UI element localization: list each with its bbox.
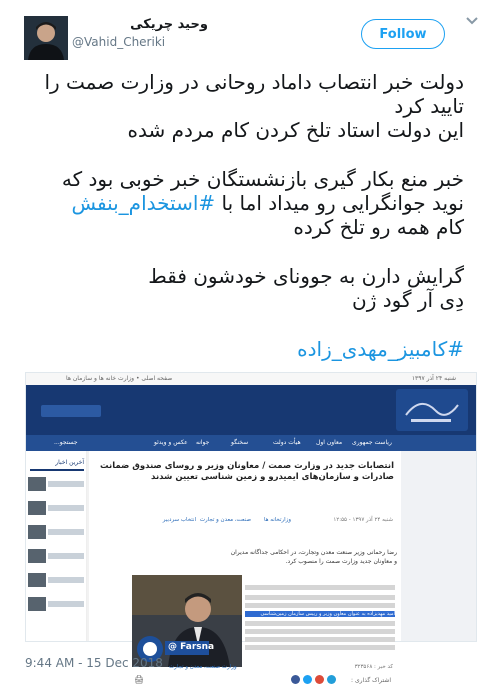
news-code: کد خبر : ۳۲۳۵۶۸ bbox=[354, 664, 393, 670]
article-body-line bbox=[245, 629, 395, 634]
tweet-line: گرایش دارن به جووناى خودشون فقط bbox=[148, 264, 464, 288]
display-name[interactable]: وحید چریکی bbox=[130, 17, 208, 32]
site-search[interactable]: جستجو... bbox=[54, 439, 78, 446]
news-snippet[interactable] bbox=[48, 601, 84, 607]
article-body-line bbox=[245, 595, 395, 600]
tweet-line bbox=[18, 191, 464, 215]
tweet-line: دِی آر گود ژن bbox=[352, 288, 464, 312]
article-body-line bbox=[245, 585, 395, 590]
article-body-line bbox=[245, 645, 395, 650]
site-nav bbox=[26, 435, 476, 451]
tweet-line: دولت خبر انتصاب داماد روحانی در وزارت صمت را bbox=[44, 70, 464, 94]
tweet-line: خبر منع بکار گیری بازنشستگان خبر خوبی بود که bbox=[61, 167, 464, 191]
article-tag[interactable]: انتخاب سردبیر bbox=[162, 517, 196, 523]
nav-item[interactable]: جوانه bbox=[196, 439, 210, 446]
nav-item[interactable]: سخنگو bbox=[231, 439, 249, 446]
photo-watermark: @ Farsna bbox=[168, 642, 215, 652]
sidebar-title: آخرین اخبار bbox=[30, 459, 84, 471]
news-thumb[interactable] bbox=[28, 549, 46, 563]
hashtag-text[interactable]: #کامبیز_مهدی_زاده bbox=[297, 337, 464, 361]
twitter-icon[interactable] bbox=[303, 675, 312, 684]
nav-item[interactable]: ریاست جمهوری bbox=[352, 439, 392, 446]
article-body-line bbox=[245, 621, 395, 626]
article-tag[interactable]: وزارتخانه ها bbox=[263, 517, 291, 523]
article-date: شنبه ۲۴ آذر ۱۳۹۷ - ۱۲:۵۵ bbox=[333, 517, 393, 523]
news-snippet[interactable] bbox=[48, 553, 84, 559]
news-snippet[interactable] bbox=[48, 505, 84, 511]
hashtag-link[interactable]: #استخدام_بنفش bbox=[71, 191, 216, 215]
article-title: انتصابات جدید در وزارت صمت / معاونان وزیر و روسای صندوق ضمانت صادرات و سازمان‌های ایمیدرو و زمین شناسی تعیین شدند bbox=[100, 461, 394, 482]
news-snippet[interactable] bbox=[48, 529, 84, 535]
google-plus-icon[interactable] bbox=[315, 675, 324, 684]
topbar-date: شنبه ۲۴ آذر ۱۳۹۷ bbox=[411, 375, 456, 382]
news-thumb[interactable] bbox=[28, 477, 46, 491]
article-body-line bbox=[245, 637, 395, 642]
article-body-line bbox=[245, 603, 395, 608]
hashtag-link[interactable] bbox=[18, 337, 464, 361]
header-banner bbox=[26, 385, 476, 435]
latest-news-sidebar bbox=[26, 451, 87, 641]
article-lead: رضا رحمانی وزیر صنعت معدن وتجارت، در احکامی جداگانه مدیران و معاونان جدید وزارت صمت را منصوب کرد. bbox=[230, 549, 397, 565]
nav-item[interactable]: هیأت دولت bbox=[273, 439, 301, 446]
news-thumb[interactable] bbox=[28, 501, 46, 515]
follow-button[interactable]: Follow bbox=[361, 19, 445, 49]
avatar[interactable] bbox=[24, 16, 68, 60]
article-photo bbox=[132, 575, 242, 667]
nav-item[interactable]: معاون اول bbox=[316, 439, 343, 446]
print-icon[interactable]: 🖨 bbox=[134, 675, 145, 684]
news-thumb[interactable] bbox=[28, 525, 46, 539]
facebook-icon[interactable] bbox=[291, 675, 300, 684]
tweet-line: این دولت استاد تلخ کردن کام مردم شده bbox=[127, 118, 464, 142]
article-tag[interactable]: صنعت، معدن و تجارت bbox=[199, 517, 251, 523]
news-snippet[interactable] bbox=[48, 481, 84, 487]
right-panel bbox=[401, 451, 476, 641]
share-label: اشتراک گذاری : bbox=[351, 677, 391, 684]
telegram-icon[interactable] bbox=[327, 675, 336, 684]
highlighted-text: امید مهدیزاده به عنوان معاون وزیر و رییس سازمان زمین‌شناسی bbox=[245, 611, 395, 617]
tweet-text: نوید جوانگرایی رو میداد اما با bbox=[215, 191, 464, 215]
site-header bbox=[26, 385, 476, 435]
chevron-down-icon[interactable] bbox=[465, 16, 479, 26]
nav-item[interactable]: عکس و ویدئو bbox=[154, 439, 188, 446]
topbar-links: صفحه اصلی • وزارت خانه ها و سازمان ها bbox=[66, 375, 173, 382]
news-thumb[interactable] bbox=[28, 573, 46, 587]
tweet-line: تایید کرد bbox=[394, 94, 464, 118]
footer-tag[interactable]: وزارت صنعت، معدن و تجارت bbox=[169, 664, 237, 670]
tweet-timestamp[interactable]: 9:44 AM - 15 Dec 2018 bbox=[25, 656, 163, 670]
tweet-line: کام همه رو تلخ کرده bbox=[293, 215, 464, 239]
news-thumb[interactable] bbox=[28, 597, 46, 611]
user-handle[interactable]: @Vahid_Cheriki bbox=[72, 35, 166, 49]
news-snippet[interactable] bbox=[48, 577, 84, 583]
